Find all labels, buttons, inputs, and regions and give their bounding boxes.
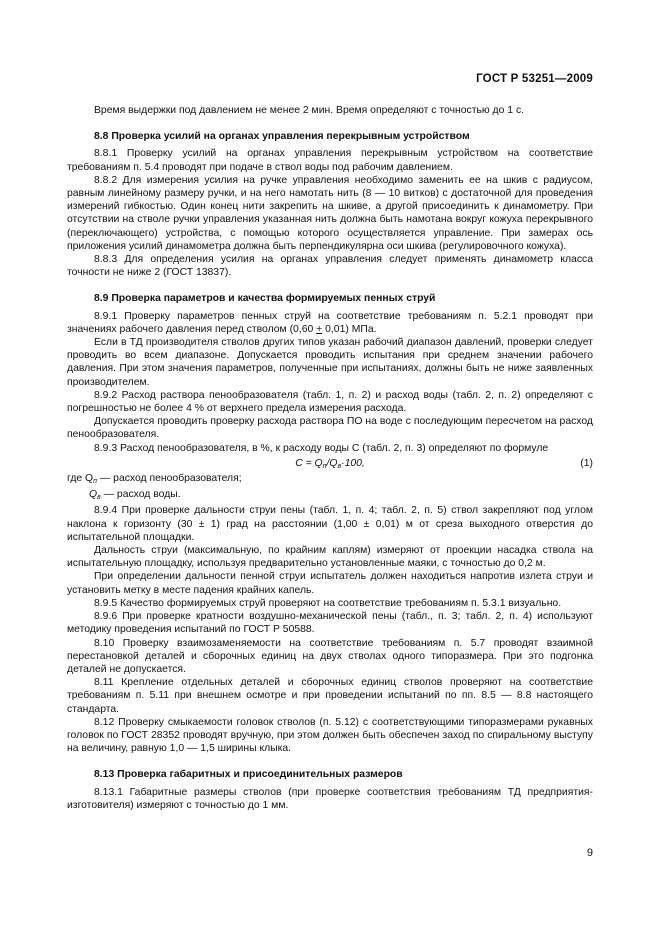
- where-q-v: $Q_в$ — расход воды.: [89, 489, 181, 502]
- paragraph-8-9-3: 8.9.3 Расход пенообразователя, в %, к расходу воды C (табл. 2, п. 3) определяют по формуле: [94, 442, 549, 454]
- paragraph-8-11: 8.11 Крепление отдельных деталей и сборочных единиц стволов проверяют на соответствие требованиям п. 5.11 при внешнем осмотре и при проведении испытаний по пп. 8.5 — 8.8 настоящего стандарта.: [67, 677, 593, 715]
- paragraph-8-8-1: 8.8.1 Проверку усилий на органах управления перекрывным устройством на соответствие требованиям п. 5.4 проводят при подаче в ствол воды под рабочим давлением.: [67, 148, 593, 173]
- paragraph-8-12: 8.12 Проверку смыкаемости головок стволов (п. 5.12) с соответствующими типоразмерами рукавных головок по ГОСТ 28352 проводят вручную, при этом должен быть обеспечен заход по спиральному выступу на величину, равную 1,0 — 1,5 ширины клыка.: [67, 716, 593, 755]
- formula-1: [67, 457, 593, 470]
- section-heading-8-13: 8.13 Проверка габаритных и присоединительных размеров: [94, 769, 403, 781]
- paragraph-8-10: 8.10 Проверку взаимозаменяемости на соответствие требованиям п. 5.7 проводят взаимной перестановкой деталей и сборочных единиц на двух стволах одного типоразмера. При это подгонка деталей не допускается.: [67, 637, 593, 675]
- paragraph-8-9-2: 8.9.2 Расход раствора пенообразователя (табл. 1, п. 2) и расход воды (табл. 2, п. 2) определяют с погрешностью не более 4 % от верхнего предела измерения расхода.: [67, 389, 593, 415]
- paragraph-8-8-2: 8.8.2 Для измерения усилия на ручке управления необходимо заменить ее на шкив с радиусом, равным линейному размеру ручки, и на него намотать нить (8 — 10 витков) с достаточной для проведения измерений гибкостью. Один конец нити закрепить на шкиве, а другой присоединить к динамометру. При отсутствии на стволе ручки управления указанная нить должна быть намотана вокруг кожуха перекрывного (переключающего) устройства, с помощью которого осуществляется управление. При замерах ось приложения усилий динамометра должна быть перпендикулярна оси шкива (регулировочного кожуха).: [67, 174, 593, 252]
- paragraph-8-9-4-range: Дальность струи (максимальную, по крайним каплям) измеряют от проекции насадка ствола на испытательную площадку, используя предварительно установленные маяки, с точностью до 0,2 м.: [67, 545, 593, 570]
- paragraph-pressure-time: Время выдержки под давлением не менее 2 мин. Время определяют с точностью до 1 с.: [94, 105, 525, 116]
- document-code: ГОСТ Р 53251—2009: [476, 73, 593, 85]
- paragraph-8-9-2-note: Допускается проводить проверку расхода раствора ПО на воде с последующим пересчетом на расход пенообразователя.: [67, 416, 593, 441]
- document-body: [67, 104, 593, 812]
- paragraph-8-9-4: 8.9.4 При проверке дальности струи пены (табл. 1, п. 4; табл. 2, п. 5) ствол закрепляют под углом наклона к горизонту (30 ± 1) град на расстоянии (1,00 ± 0,01) м от среза выходного отверстия до испытательной площадки.: [67, 505, 593, 543]
- where-q-p: где $Q_п$ — расход пенообразователя;: [67, 473, 242, 486]
- paragraph-8-13-1: 8.13.1 Габаритные размеры стволов (при проверке соответствия требованиям ТД предприятия-изготовителя) измеряют с точностью до 1 мм.: [67, 786, 593, 811]
- paragraph-8-9-4-mark: При определении дальности пенной струи испытатель должен находиться напротив излета струи и установить метку в месте падения крайних капель.: [67, 571, 593, 596]
- paragraph-8-9-6: 8.9.6 При проверке кратности воздушно-механической пены (табл., п. 3; табл. 2, п. 4) используют методику проведения испытаний по ГОСТ Р 50588.: [67, 611, 593, 636]
- page-number: 9: [586, 847, 593, 859]
- paragraph-8-9-1: 8.9.1 Проверку параметров пенных струй на соответствие требованиям п. 5.2.1 проводят при значениях рабочего давления перед стволом (0,60 + 0,01) МПа.: [67, 310, 593, 335]
- paragraph-8-8-3: 8.8.3 Для определения усилия на органах управления следует применять динамометр класса точности не ниже 2 (ГОСТ 13837).: [67, 254, 593, 279]
- section-heading-8-9: 8.9 Проверка параметров и качества формируемых пенных струй: [94, 293, 436, 305]
- paragraph-8-9-5: 8.9.5 Качество формируемых струй проверяют на соответствие требованиям п. 5.3.1 визуально.: [94, 597, 562, 609]
- section-heading-8-8: 8.8 Проверка усилий на органах управления перекрывным устройством: [94, 131, 470, 143]
- formula-expression: $C = Q_п/Q_в\cdot 100$,: [295, 457, 365, 470]
- formula-number: (1): [580, 457, 593, 469]
- paragraph-8-9-1-range: Если в ТД производителя стволов других типов указан рабочий диапазон давлений, проверки следует проводить во всем диапазоне. Допускается проводить испытания при среднем значении рабочего давления. При этом значения параметров, полученные при испытаниях, должны быть не ниже заявленных производителем.: [67, 337, 593, 388]
